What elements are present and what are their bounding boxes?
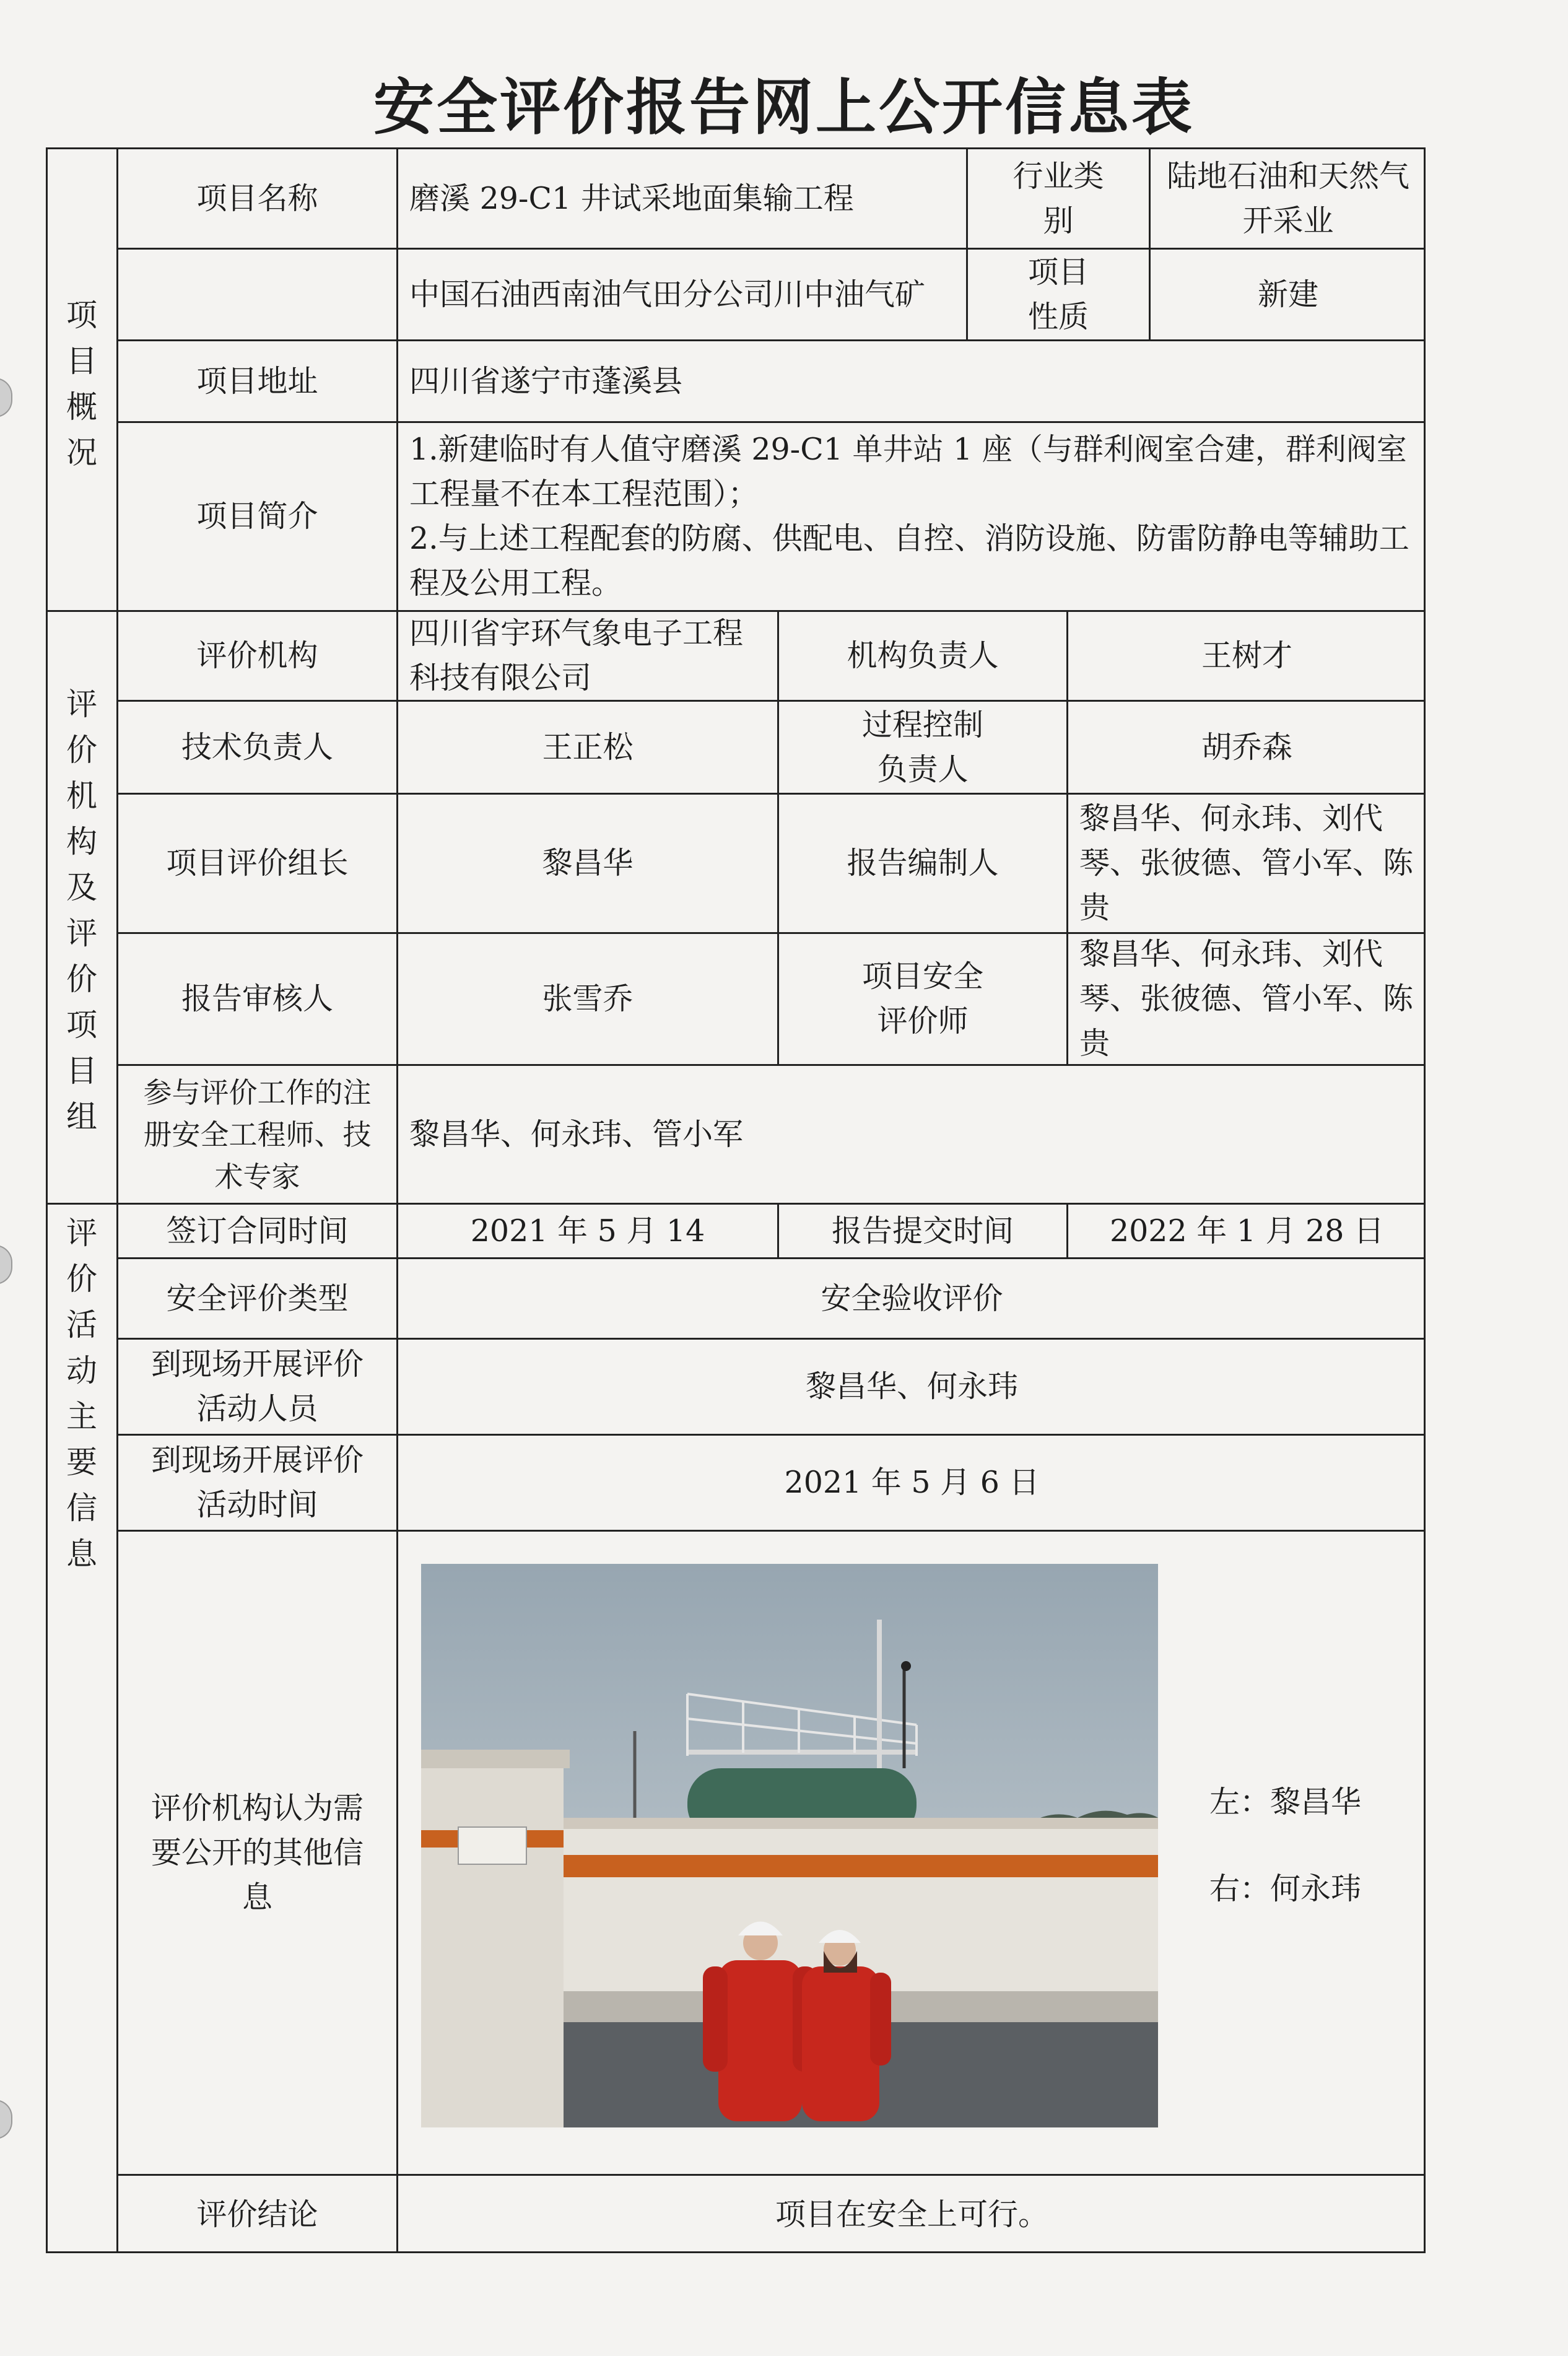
writer-label: 报告编制人 — [847, 845, 999, 881]
safety-label: 项目安全评价师 — [861, 959, 983, 1039]
engineers-label: 参与评价工作的注册安全工程师、技术专家 — [143, 1075, 372, 1193]
tech-label: 技术负责人 — [181, 729, 333, 765]
time-label: 到现场开展评价活动时间 — [150, 1442, 364, 1522]
nature-value: 新建 — [1257, 276, 1318, 312]
type-value: 安全验收评价 — [821, 1280, 1003, 1316]
contract-label: 签订合同时间 — [166, 1213, 349, 1249]
intro-text — [398, 423, 1426, 610]
site-photo — [421, 1564, 1158, 2127]
submit-value: 2022 年 1 月 28 日 — [1109, 1213, 1385, 1249]
binder-hole — [0, 2100, 12, 2139]
section-activity-label: 评价活动主要信息 — [66, 1215, 97, 1572]
staff-value: 黎昌华、何永玮 — [805, 1369, 1018, 1404]
lamp — [901, 1661, 911, 1671]
submit-label: 报告提交时间 — [831, 1213, 1014, 1249]
conclusion-label: 评价结论 — [196, 2196, 318, 2232]
address-label: 项目地址 — [196, 363, 318, 399]
page-title: 安全评价报告网上公开信息表 — [373, 72, 1195, 143]
reviewer-label: 报告审核人 — [181, 981, 333, 1016]
caption-left: 左：黎昌华 — [1209, 1784, 1362, 1820]
nature-label: 项目性质 — [1027, 254, 1089, 334]
project-name-value: 磨溪 29-C1 井试采地面集输工程 — [409, 180, 854, 216]
industry-value: 陆地石油和天然气开采业 — [1166, 158, 1409, 238]
binder-hole — [0, 1245, 12, 1285]
agency-label: 评价机构 — [196, 638, 318, 673]
tech-value: 王正松 — [542, 729, 634, 765]
caption-right: 右：何永玮 — [1209, 1871, 1362, 1906]
agency-value: 四川省宇环气象电子工程科技有限公司 — [409, 616, 744, 696]
head-value: 王树才 — [1201, 638, 1292, 673]
engineers-value: 黎昌华、何永玮、管小军 — [409, 1116, 744, 1152]
reviewer-value: 张雪乔 — [542, 981, 634, 1016]
section-overview-label: 项目概况 — [66, 297, 97, 471]
section-org-label: 评价机构及评价项目组 — [66, 686, 97, 1135]
conclusion-value: 项目在安全上可行。 — [775, 2196, 1048, 2232]
industry-label: 行业类别 — [1013, 158, 1104, 238]
staff-label: 到现场开展评价活动人员 — [150, 1346, 364, 1426]
gate-pillar — [421, 1756, 564, 2127]
head-label: 机构负责人 — [847, 638, 999, 673]
writer-value: 黎昌华、何永玮、刘代琴、张彼德、管小军、陈贵 — [1079, 801, 1414, 925]
process-value: 胡乔森 — [1201, 729, 1292, 765]
intro-line-2: 2.与上述工程配套的防腐、供配电、自控、消防设施、防雷防静电等辅助工程及公用工程。 — [409, 521, 1409, 601]
address-value: 四川省遂宁市蓬溪县 — [409, 363, 683, 399]
time-value: 2021 年 5 月 6 日 — [784, 1465, 1040, 1500]
tank-platform — [687, 1750, 917, 1755]
other-info-label: 评价机构认为需要公开的其他信息 — [150, 1790, 364, 1915]
process-label: 过程控制负责人 — [861, 707, 983, 787]
safety-value: 黎昌华、何永玮、刘代琴、张彼德、管小军、陈贵 — [1079, 936, 1414, 1061]
pillar-cap — [421, 1750, 570, 1768]
binder-hole — [0, 378, 12, 417]
name-plate — [458, 1827, 526, 1864]
leader-value: 黎昌华 — [542, 845, 634, 881]
project-name-label: 项目名称 — [196, 180, 318, 216]
contract-value: 2021 年 5 月 14 — [470, 1213, 705, 1249]
intro-line-1: 1.新建临时有人值守磨溪 29-C1 单井站 1 座（与群利阀室合建，群利阀室工程量不在本工程范围）； — [409, 432, 1407, 512]
intro-label: 项目简介 — [196, 499, 318, 534]
company-value: 中国石油西南油气田分公司川中油气矿 — [409, 276, 926, 312]
leader-label: 项目评价组长 — [166, 845, 349, 881]
type-label: 安全评价类型 — [166, 1280, 349, 1316]
